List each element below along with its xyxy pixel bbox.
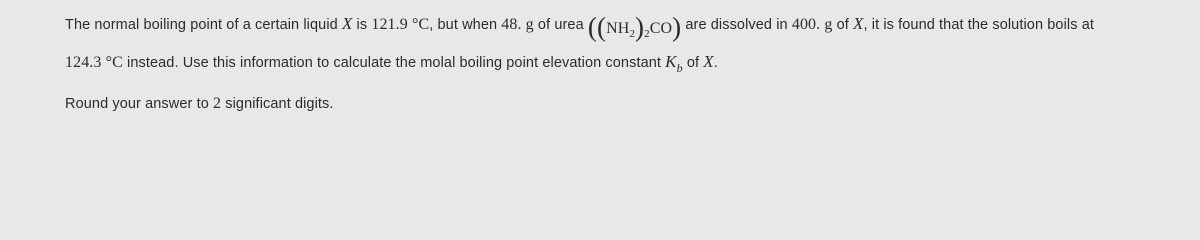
kb-symbol: K <box>665 52 677 71</box>
boiling-point-value: 121.9 °C <box>371 16 430 33</box>
question-text: is <box>352 17 372 33</box>
kb-subscript: b <box>676 61 683 75</box>
question-text: Round your answer to <box>65 96 213 112</box>
question-line-1 <box>65 14 1094 40</box>
question-text: of urea <box>533 17 588 33</box>
question-text: of <box>832 17 854 33</box>
variable-x: X <box>341 14 353 33</box>
formula-subscript: 2 <box>644 28 650 40</box>
question-text: are dissolved in <box>681 17 792 33</box>
question-text: significant digits. <box>221 96 334 112</box>
question-text: of <box>682 55 704 71</box>
question-text: The normal boiling point of a certain liquid <box>65 17 342 33</box>
variable-x: X <box>703 52 714 71</box>
formula-paren: ) <box>672 12 682 42</box>
variable-x: X <box>853 14 864 33</box>
question-text: instead. Use this information to calculate the molal boiling point elevation constant <box>122 55 666 71</box>
formula-nh: NH <box>606 20 630 37</box>
significant-digits-value: 2 <box>213 95 222 112</box>
solvent-mass-value: 400. g <box>791 16 833 33</box>
question-text: , but when <box>429 17 502 33</box>
question-text: . <box>713 55 718 71</box>
formula-paren: ) <box>635 12 645 42</box>
formula-subscript: 2 <box>629 28 635 40</box>
solute-mass-value: 48. g <box>501 16 534 33</box>
solution-boiling-point-value: 124.3 °C <box>65 54 123 71</box>
formula-co: CO <box>649 20 673 37</box>
urea-formula <box>587 12 682 42</box>
rounding-instruction <box>65 95 334 113</box>
question-text: , it is found that the solution boils at <box>863 17 1094 33</box>
question-line-2 <box>65 52 718 76</box>
formula-paren: (( <box>587 12 607 42</box>
